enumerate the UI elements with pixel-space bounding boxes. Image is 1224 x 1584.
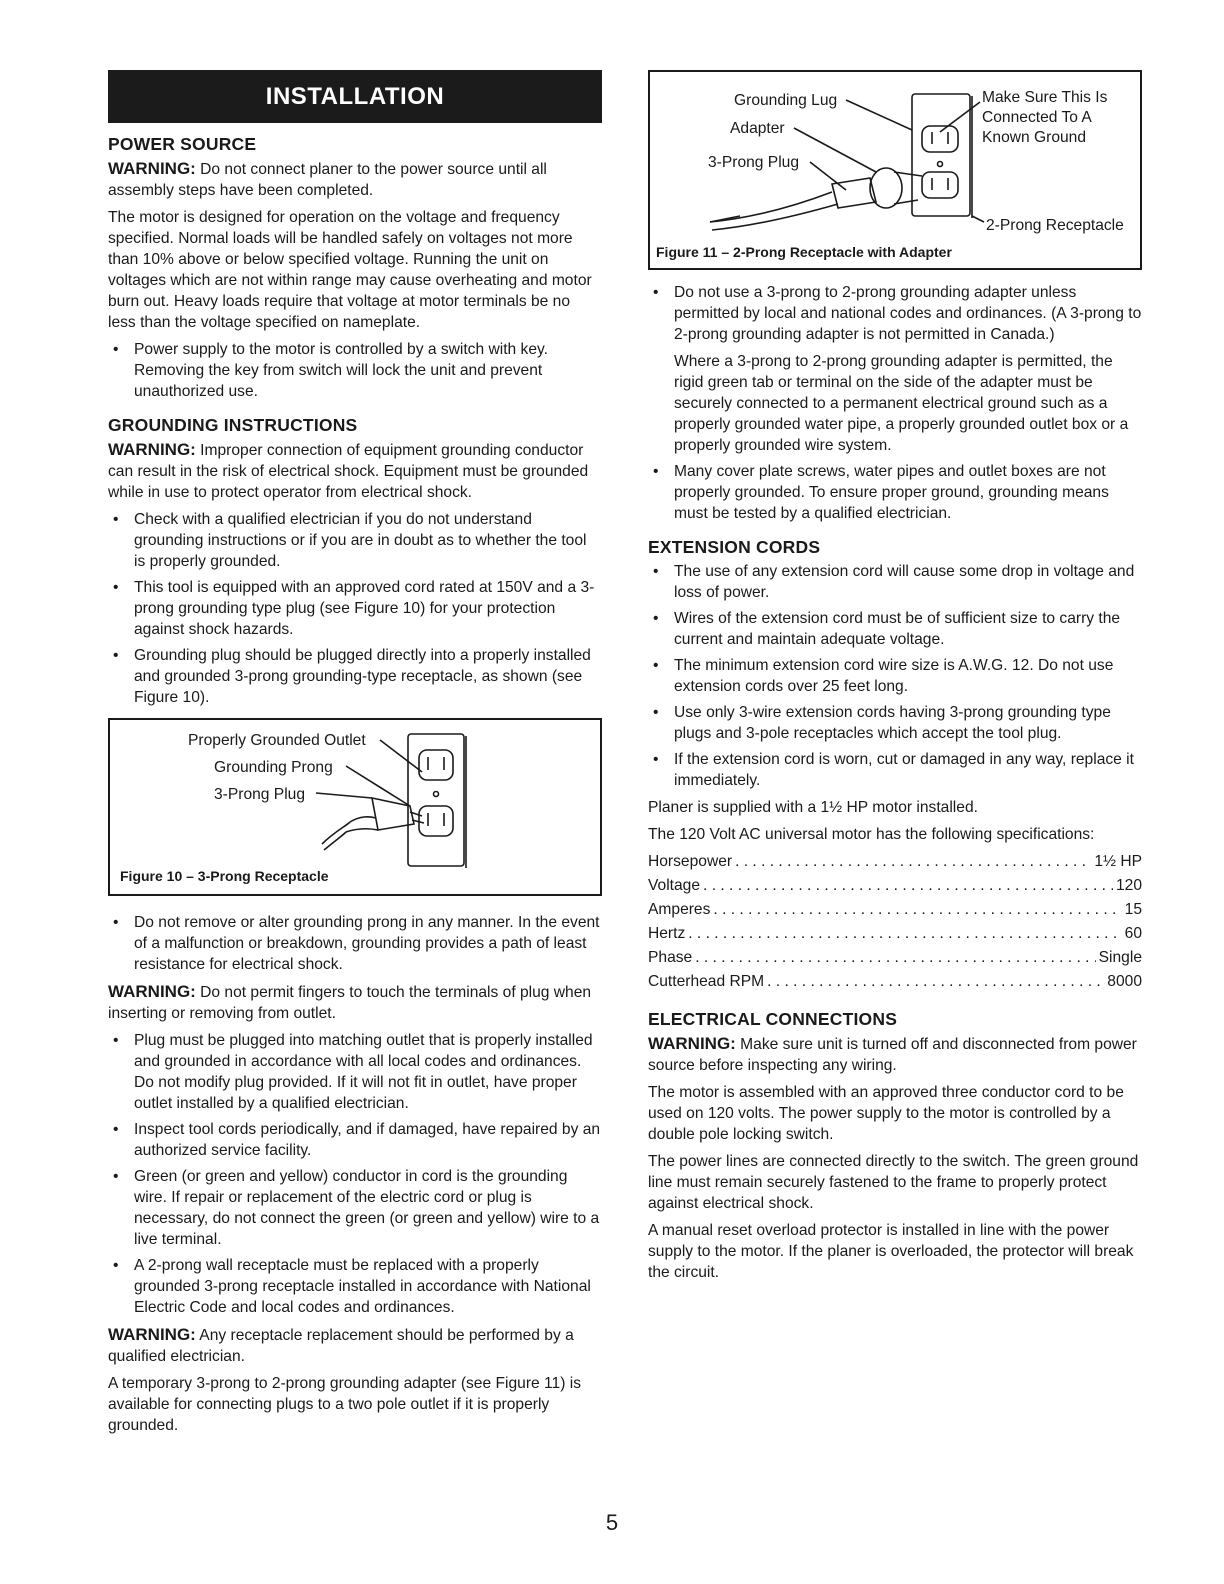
figure-label-prong: Grounding Prong [214, 759, 333, 776]
electrical-paragraph: The power lines are connected directly to the switch. The green ground line must remain securely fastened to the frame to properly protect against electrical shock. [648, 1153, 1139, 1212]
power-source-heading: POWER SOURCE [108, 134, 257, 154]
spec-value: 60 [1124, 925, 1142, 942]
power-source-bullets [108, 339, 602, 402]
motor-supplied-text: Planer is supplied with a 1½ HP motor installed. [648, 799, 978, 816]
list-item: • Green (or green and yellow) conductor in cord is the grounding wire. If repair or replacement of the electric cord or plug is necessary, do not connect the green (or green and yellow) wire to a live terminal. [108, 1166, 602, 1250]
leader-dots [735, 851, 1091, 872]
figure-label-outlet: Properly Grounded Outlet [188, 732, 366, 749]
list-item: • If the extension cord is worn, cut or damaged in any way, replace it immediately. [648, 749, 1142, 791]
adapter-illustration [650, 72, 1144, 268]
figure-caption: Figure 11 – 2-Prong Receptacle with Adapter [656, 244, 952, 260]
warning-text: Any receptacle replacement should be performed by a qualified electrician. [108, 1327, 574, 1365]
warning-text: Do not permit fingers to touch the terminals of plug when inserting or removing from outlet. [108, 984, 592, 1022]
leader-dots [713, 899, 1121, 920]
list-item: • The minimum extension cord wire size is A.W.G. 12. Do not use extension cords over 25 feet long. [648, 655, 1142, 697]
warning-label: WARNING: [108, 982, 196, 1001]
grounding-bullets-3 [108, 1030, 602, 1318]
spec-row [648, 971, 1142, 992]
spec-name: Hertz [648, 925, 686, 942]
leader-dots [703, 875, 1113, 896]
grounding-bullets [108, 509, 602, 708]
spec-value: Single [1098, 949, 1142, 966]
figure-11 [648, 70, 1142, 270]
spec-name: Phase [648, 949, 693, 966]
electrical-paragraph: The motor is assembled with an approved three conductor cord to be used on 120 volts. The power supply to the motor is controlled by a double pole locking switch. [648, 1084, 1124, 1143]
figure-caption: Figure 10 – 3-Prong Receptacle [120, 868, 329, 884]
spec-name: Voltage [648, 877, 701, 894]
leader-dots [695, 947, 1095, 968]
spec-name: Amperes [648, 901, 711, 918]
spec-row [648, 923, 1142, 944]
warning-label: WARNING: [108, 1325, 196, 1344]
power-source-warning [108, 158, 602, 201]
electrical-paragraph: A manual reset overload protector is installed in line with the power supply to the motor. If the planer is overloaded, the protector will break the circuit. [648, 1222, 1134, 1281]
warning-label: WARNING: [108, 159, 196, 178]
list-item: • The use of any extension cord will cause some drop in voltage and loss of power. [648, 561, 1142, 603]
spec-list [648, 851, 1142, 992]
figure-label-make-sure: Make Sure This Is Connected To A Known Ground [982, 89, 1108, 146]
power-source-paragraph: The motor is designed for operation on the voltage and frequency specified. Normal loads will be handled safely on voltages not more than 10% above or below specified voltage. Running the unit on voltages which are not within range may cause overheating and motor burn out. Heavy loads require that voltage at motor terminals be no less than the voltage specified on nameplate. [108, 209, 592, 331]
warning-text: Do not connect planer to the power source until all assembly steps have been completed. [108, 161, 547, 199]
adapter-availability-paragraph: A temporary 3-prong to 2-prong grounding adapter (see Figure 11) is available for connecting plugs to a two pole outlet if it is properly grounded. [108, 1375, 581, 1434]
adapter-note-text: • Do not use a 3-prong to 2-prong grounding adapter unless permitted by local and national codes and ordinances. (A 3-prong to 2-prong grounding adapter is not permitted in Canada.) [674, 284, 1142, 343]
figure-label-plug: 3-Prong Plug [708, 154, 800, 171]
adapter-note-continuation: Where a 3-prong to 2-prong grounding adapter is permitted, the rigid green tab or terminal on the side of the adapter must be securely connected to a permanent electrical ground such as a properly grounded water pipe, a properly grounded outlet box or a properly grounded wire system. [674, 353, 1129, 454]
spec-name: Cutterhead RPM [648, 973, 765, 990]
grounding-warning-3 [108, 1324, 602, 1367]
spec-row [648, 947, 1142, 968]
figure-10 [108, 718, 602, 896]
spec-intro: The 120 Volt AC universal motor has the following specifications: [648, 826, 1095, 843]
grounding-warning-2 [108, 981, 602, 1024]
extension-cords-heading: EXTENSION CORDS [648, 537, 821, 557]
electrical-warning [648, 1033, 1142, 1076]
grounding-warning [108, 439, 602, 503]
list-item: • A 2-prong wall receptacle must be replaced with a properly grounded 3-prong receptacle installed in accordance with National Electric Code and local codes and ordinances. [108, 1255, 602, 1318]
list-item: • Grounding plug should be plugged directly into a properly installed and grounded 3-prong grounding-type receptacle, as shown (see Figure 10). [108, 645, 602, 708]
grounding-heading: GROUNDING INSTRUCTIONS [108, 415, 358, 435]
list-item: • Many cover plate screws, water pipes and outlet boxes are not properly grounded. To ensure proper ground, grounding means must be tested by a qualified electrician. [648, 461, 1142, 524]
list-item [648, 282, 1142, 456]
section-banner: INSTALLATION [108, 70, 602, 123]
list-item: • Check with a qualified electrician if you do not understand grounding instructions or if you are in doubt as to whether the tool is properly grounded. [108, 509, 602, 572]
list-item: • Use only 3-wire extension cords having 3-prong grounding type plugs and 3-pole receptacles which accept the tool plug. [648, 702, 1142, 744]
spec-value: 1½ HP [1094, 853, 1142, 870]
right-column [648, 70, 1142, 1289]
warning-label: WARNING: [108, 440, 196, 459]
list-item: • Inspect tool cords periodically, and if damaged, have repaired by an authorized service facility. [108, 1119, 602, 1161]
figure-label-plug: 3-Prong Plug [214, 786, 306, 803]
page-number: 5 [605, 1510, 619, 1535]
list-item: • This tool is equipped with an approved cord rated at 150V and a 3-prong grounding type plug (see Figure 10) for your protection against shock hazards. [108, 577, 602, 640]
spec-value: 120 [1115, 877, 1142, 894]
warning-text: Improper connection of equipment grounding conductor can result in the risk of electrical shock. Equipment must be grounded while in use to protect operator from electrical shock. [108, 442, 589, 501]
leader-dots [688, 923, 1121, 944]
figure-label-lug: Grounding Lug [734, 92, 838, 109]
list-item: • Plug must be plugged into matching outlet that is properly installed and grounded in accordance with all local codes and ordinances. Do not modify plug provided. If it will not fit in outlet, have proper outlet installed by a qualified electrician. [108, 1030, 602, 1114]
warning-text: Make sure unit is turned off and disconnected from power source before inspecting any wiring. [648, 1036, 1137, 1074]
figure-label-receptacle: 2-Prong Receptacle [986, 217, 1124, 234]
adapter-notes [648, 282, 1142, 524]
spec-value: 8000 [1107, 973, 1142, 990]
spec-row [648, 875, 1142, 896]
extension-cords-bullets [648, 561, 1142, 791]
figure-label-adapter: Adapter [730, 120, 785, 137]
warning-label: WARNING: [648, 1034, 736, 1053]
spec-name: Horsepower [648, 853, 733, 870]
electrical-connections-heading: ELECTRICAL CONNECTIONS [648, 1009, 898, 1029]
list-item: • Power supply to the motor is controlled by a switch with key. Removing the key from switch will lock the unit and prevent unauthorized use. [108, 339, 602, 402]
left-column [108, 70, 602, 1442]
spec-value: 15 [1124, 901, 1142, 918]
list-item: • Do not remove or alter grounding prong in any manner. In the event of a malfunction or breakdown, grounding provides a path of least resistance for electrical shock. [108, 912, 602, 975]
leader-dots [767, 971, 1104, 992]
spec-row [648, 899, 1142, 920]
grounding-bullets-2 [108, 912, 602, 975]
list-item: • Wires of the extension cord must be of sufficient size to carry the current and maintain adequate voltage. [648, 608, 1142, 650]
spec-row [648, 851, 1142, 872]
